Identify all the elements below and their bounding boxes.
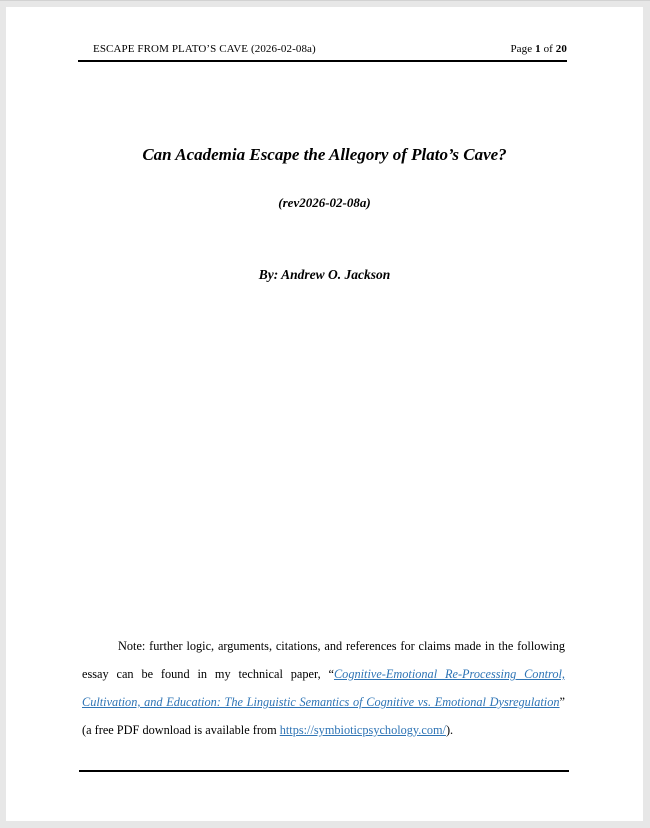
page-number-prefix: Page [510, 43, 536, 55]
page-number-current: 1 [535, 43, 541, 55]
header-running-title: ESCAPE FROM PLATO’S CAVE (2026-02-08a) [93, 43, 316, 55]
note-line-4 [82, 716, 565, 744]
note-line-1 [82, 632, 565, 660]
technical-paper-link[interactable]: Cognitive-Emotional Re-Processing Control, [333, 667, 565, 681]
technical-paper-link[interactable]: Cultivation, and Education: The Linguistic Semantics of Cognitive vs. Emotional Dysregulation [82, 695, 560, 709]
note-line-2-text: essay can be found in my technical paper, “ [82, 667, 334, 681]
byline: By: Andrew O. Jackson [258, 267, 391, 282]
note-line-1-text: Note: further logic, arguments, citations, and references for claims made in the following [118, 639, 565, 653]
note-line-4-prefix: (a free PDF download is available from [82, 723, 280, 737]
revision-label: (rev2026-02-08a) [278, 195, 371, 210]
note-paragraph [82, 632, 565, 744]
page-number [510, 43, 567, 56]
document-page [6, 7, 643, 821]
note-line-3 [82, 688, 565, 716]
document-title: Can Academia Escape the Allegory of Plato’s Cave? [142, 145, 507, 164]
footer-rule [79, 770, 569, 772]
page-number-total: 20 [555, 43, 567, 55]
website-link[interactable]: https://symbioticpsychology.com/ [279, 723, 446, 737]
page-header [78, 43, 567, 62]
page-number-of: of [540, 43, 556, 55]
note-line-2 [82, 660, 565, 688]
note-line-3-closequote: ” [559, 695, 565, 709]
note-line-4-suffix: ). [445, 723, 454, 737]
